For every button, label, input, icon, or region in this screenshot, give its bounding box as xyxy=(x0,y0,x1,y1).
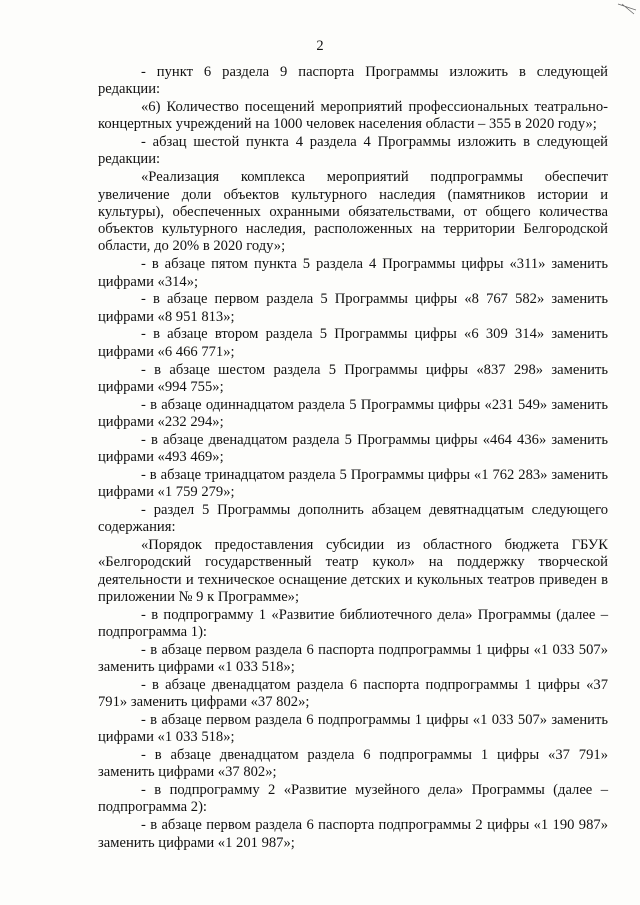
amendment-item: - в абзаце первом раздела 6 паспорта подпрограммы 2 цифры «1 190 987» заменить цифрами «1 201 987»; xyxy=(98,817,608,851)
amendment-item: - раздел 5 Программы дополнить абзацем девятнадцатым следующего содержания: xyxy=(98,501,608,536)
scan-corner-mark xyxy=(616,2,638,16)
quoted-text: «6) Количество посещений мероприятий профессиональных театрально-концертных учреждений на 1000 человек населения области – 355 в 2020 году»; xyxy=(98,99,608,133)
amendment-item: - в абзаце тринадцатом раздела 5 Программы цифры «1 762 283» заменить цифрами «1 759 279»; xyxy=(98,466,608,501)
amendment-item: - в абзаце одиннадцатом раздела 5 Программы цифры «231 549» заменить цифрами «232 294»; xyxy=(98,396,608,430)
amendment-item: - в абзаце втором раздела 5 Программы цифры «6 309 314» заменить цифрами «6 466 771»; xyxy=(98,326,608,360)
document-body xyxy=(98,64,608,852)
amendment-item: - в абзаце первом раздела 5 Программы цифры «8 767 582» заменить цифрами «8 951 813»; xyxy=(98,291,608,325)
amendment-item: - в абзаце двенадцатом раздела 5 Программы цифры «464 436» заменить цифрами «493 469»; xyxy=(98,431,608,466)
amendment-item: - в абзаце пятом пункта 5 раздела 4 Программы цифры «311» заменить цифрами «314»; xyxy=(98,256,608,290)
amendment-item: - пункт 6 раздела 9 паспорта Программы изложить в следующей редакции: xyxy=(98,64,608,98)
page-number: 2 xyxy=(316,38,324,54)
quoted-text: «Порядок предоставления субсидии из областного бюджета ГБУК «Белгородский государственный театр кукол» на поддержку творческой деятельности и техническое оснащение детских и кукольных театров приведен в приложении № 9 к Программе»; xyxy=(98,537,608,605)
amendment-item: - в абзаце шестом раздела 5 Программы цифры «837 298» заменить цифрами «994 755»; xyxy=(98,361,608,395)
amendment-item: - абзац шестой пункта 4 раздела 4 Программы изложить в следующей редакции: xyxy=(98,134,608,168)
amendment-item: - в подпрограмму 1 «Развитие библиотечного дела» Программы (далее – подпрограмма 1): xyxy=(98,606,608,640)
amendment-item: - в абзаце двенадцатом раздела 6 паспорта подпрограммы 1 цифры «37 791» заменить цифрами «37 802»; xyxy=(98,676,608,711)
quoted-text: «Реализация комплекса мероприятий подпрограммы обеспечит увеличение доли объектов культурного наследия (памятников истории и культуры), обеспеченных охранными обязательствами, от общего количества объектов культурного наследия, расположенных на территории Белгородской области, до 20% в 2020 году»; xyxy=(98,169,608,255)
amendment-item: - в абзаце первом раздела 6 паспорта подпрограммы 1 цифры «1 033 507» заменить цифрами «1 033 518»; xyxy=(98,641,608,676)
amendment-item: - в абзаце двенадцатом раздела 6 подпрограммы 1 цифры «37 791» заменить цифрами «37 802»; xyxy=(98,747,608,781)
amendment-item: - в абзаце первом раздела 6 подпрограммы 1 цифры «1 033 507» заменить цифрами «1 033 518»; xyxy=(98,711,608,746)
amendment-item: - в подпрограмму 2 «Развитие музейного дела» Программы (далее – подпрограмма 2): xyxy=(98,782,608,816)
